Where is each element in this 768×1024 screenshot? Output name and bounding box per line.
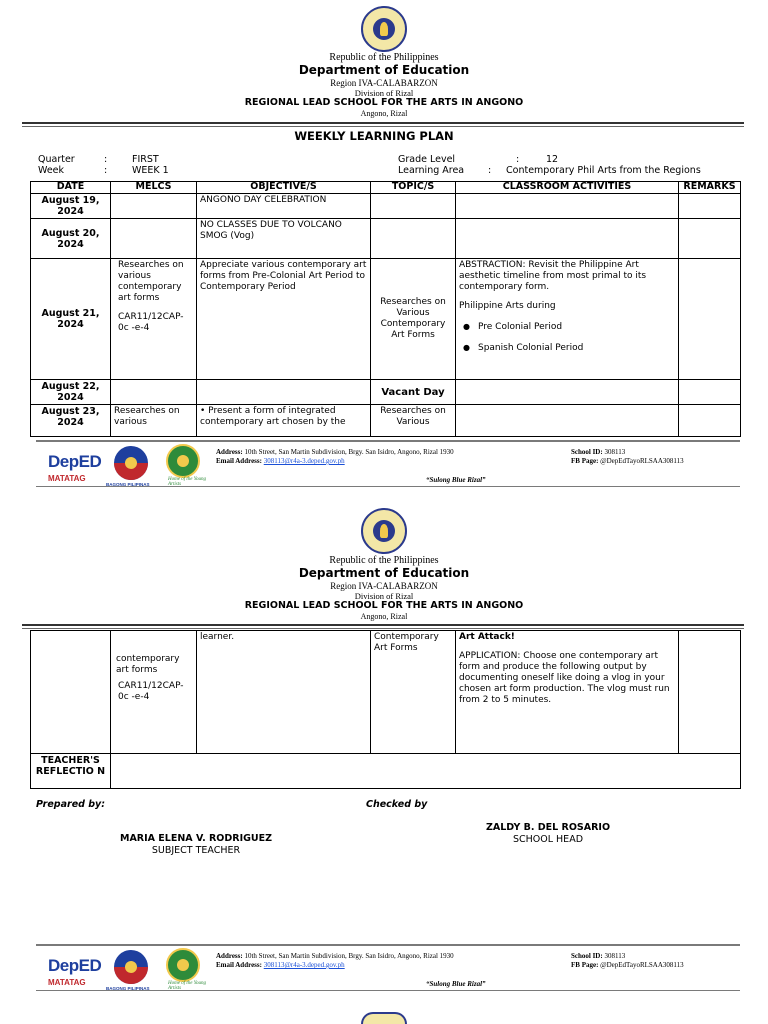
fb-page: @DepEdTayoRLSAA308113	[600, 961, 684, 969]
region-text: Region IVA-CALABARZON	[330, 581, 438, 591]
col-header-melcs: MELCS	[111, 182, 197, 194]
address-label: Address:	[216, 952, 243, 960]
col-header-remarks: REMARKS	[679, 182, 741, 194]
email-label: Email Address:	[216, 457, 262, 465]
school-id: 308113	[604, 448, 626, 456]
week-value: WEEK 1	[132, 165, 169, 176]
deped-logo: DepED	[48, 956, 102, 975]
table-header-row	[31, 182, 741, 194]
activity-application: APPLICATION: Choose one contemporary art form and produce the following output by documenting oneself like doing a vlog in your chosen art form production. The vlog must run from 2 to 5 minutes.	[459, 651, 670, 705]
row-melcs	[111, 219, 197, 259]
email-link[interactable]: 308113@r4a-3.deped.gov.ph	[263, 457, 345, 465]
fb-label: FB Page:	[571, 961, 599, 969]
row-topic	[371, 219, 456, 259]
activity-bullet: ● Spanish Colonial Period	[459, 342, 675, 354]
address-text: 10th Street, San Martin Subdivision, Brgy. San Isidro, Angono, Rizal 1930	[244, 952, 454, 960]
row-date: August 22, 2024	[31, 380, 111, 405]
row-remarks	[679, 194, 741, 219]
republic-text: Republic of the Philippines	[329, 52, 439, 63]
activity-title: Art Attack!	[459, 632, 515, 642]
row-objective: ANGONO DAY CELEBRATION	[197, 194, 371, 219]
teacher-role: SUBJECT TEACHER	[151, 845, 241, 856]
republic-text: Republic of the Philippines	[329, 555, 439, 566]
row-topic: Researches on Various	[371, 405, 456, 437]
school-location: Angono, Rizal	[360, 109, 408, 118]
teacher-name: MARIA ELENA V. RODRIGUEZ	[119, 833, 273, 844]
school-logo-label: Home of the Young Artists	[168, 981, 207, 991]
header-divider-thin	[22, 126, 744, 127]
department-title: Department of Education	[298, 63, 470, 77]
row-remarks	[679, 405, 741, 437]
plan-title: WEEKLY LEARNING PLAN	[294, 129, 454, 143]
table-row	[31, 631, 741, 754]
bagong-pilipinas-label: BAGONG PILIPINAS	[106, 986, 150, 991]
row-activities	[456, 405, 679, 437]
activity-abstraction: ABSTRACTION: Revisit the Philippine Art aesthetic timeline from most primal to its contemporary form.	[459, 260, 647, 292]
head-role: SCHOOL HEAD	[512, 834, 584, 845]
weekly-plan-table	[30, 181, 741, 437]
row-melcs	[111, 259, 197, 380]
division-text: Division of Rizal	[354, 88, 414, 98]
deped-seal-icon	[361, 508, 407, 554]
school-id-label: School ID:	[571, 952, 603, 960]
row-objective: Appreciate various contemporary art forms from Pre-Colonial Art Period to Contemporary Period	[197, 259, 371, 380]
col-header-date: DATE	[31, 182, 111, 194]
email-link[interactable]: 308113@r4a-3.deped.gov.ph	[263, 961, 345, 969]
bagong-pilipinas-logo-icon	[114, 446, 148, 480]
bagong-pilipinas-label: BAGONG PILIPINAS	[106, 482, 150, 487]
school-location: Angono, Rizal	[360, 612, 408, 621]
row-date: August 20, 2024	[31, 219, 111, 259]
grade-value: 12	[546, 154, 559, 165]
page-footer	[36, 440, 740, 488]
row-topic	[371, 194, 456, 219]
region-text: Region IVA-CALABARZON	[330, 78, 438, 88]
row-date: August 21, 2024	[31, 259, 111, 380]
row-melcs	[111, 631, 197, 754]
weekly-plan-table-continued	[30, 630, 741, 789]
table-row	[31, 380, 741, 405]
quarter-label: Quarter	[38, 154, 75, 165]
school-name: REGIONAL LEAD SCHOOL FOR THE ARTS IN ANGONO	[244, 97, 524, 108]
row-objective: learner.	[197, 631, 371, 754]
area-label: Learning Area	[398, 165, 465, 176]
quarter-value: FIRST	[132, 154, 159, 165]
row-topic: Vacant Day	[371, 380, 456, 405]
deped-seal-icon	[361, 1012, 407, 1024]
deped-seal-icon	[361, 6, 407, 52]
division-text: Division of Rizal	[354, 591, 414, 601]
school-logo-label: Home of the Young Artists	[168, 477, 207, 487]
school-id-label: School ID:	[571, 448, 603, 456]
school-logo-icon	[166, 948, 200, 982]
area-value: Contemporary Phil Arts from the Regions	[506, 165, 701, 176]
row-objective: • Present a form of integrated contemporary art chosen by the	[197, 405, 371, 437]
reflection-row	[31, 754, 741, 789]
row-topic: Contemporary Art Forms	[371, 631, 456, 754]
row-melcs	[111, 380, 197, 405]
row-remarks	[679, 219, 741, 259]
email-label: Email Address:	[216, 961, 262, 969]
row-activities	[456, 380, 679, 405]
melcs-text: Researches on various contemporary art forms	[118, 260, 184, 303]
matatag-logo: MATATAG	[48, 474, 86, 483]
reflection-label: TEACHER'S REFLECTIO N	[31, 754, 111, 789]
grade-label: Grade Level	[398, 154, 456, 165]
prepared-by-label: Prepared by:	[36, 799, 106, 810]
activity-subheading: Philippine Arts during	[459, 301, 556, 311]
activity-bullet: ● Pre Colonial Period	[459, 321, 675, 333]
row-remarks	[679, 259, 741, 380]
table-row	[31, 219, 741, 259]
row-melcs: Researches on various	[111, 405, 197, 437]
row-activities	[456, 259, 679, 380]
row-activities	[456, 219, 679, 259]
address-label: Address:	[216, 448, 243, 456]
head-name: ZALDY B. DEL ROSARIO	[485, 822, 611, 833]
row-activities	[456, 194, 679, 219]
table-row	[31, 259, 741, 380]
quarter-colon: :	[104, 154, 108, 165]
motto-text: “Sulong Blue Rizal”	[426, 980, 486, 988]
row-topic: Researches on Various Contemporary Art Forms	[371, 259, 456, 380]
col-header-activities: CLASSROOM ACTIVITIES	[456, 182, 679, 194]
melcs-code: CAR11/12CAP-0c -e-4	[118, 681, 184, 702]
week-colon: :	[104, 165, 108, 176]
header-divider	[22, 122, 744, 124]
header-divider-thin	[22, 628, 744, 629]
school-name: REGIONAL LEAD SCHOOL FOR THE ARTS IN ANGONO	[244, 600, 524, 611]
row-date: August 19, 2024	[31, 194, 111, 219]
school-id: 308113	[604, 952, 626, 960]
reflection-cell	[111, 754, 741, 789]
matatag-logo: MATATAG	[48, 978, 86, 987]
table-row	[31, 405, 741, 437]
school-logo-icon	[166, 444, 200, 478]
row-objective: NO CLASSES DUE TO VOLCANO SMOG (Vog)	[197, 219, 371, 259]
row-melcs	[111, 194, 197, 219]
col-header-topics: TOPIC/S	[371, 182, 456, 194]
fb-page: @DepEdTayoRLSAA308113	[600, 457, 684, 465]
fb-label: FB Page:	[571, 457, 599, 465]
table-row	[31, 194, 741, 219]
row-remarks	[679, 380, 741, 405]
row-activities	[456, 631, 679, 754]
department-title: Department of Education	[298, 566, 470, 580]
header-divider	[22, 624, 744, 626]
checked-by-label: Checked by	[366, 799, 428, 810]
col-header-objectives: OBJECTIVE/S	[197, 182, 371, 194]
melcs-text: contemporary art forms	[116, 654, 180, 675]
motto-text: “Sulong Blue Rizal”	[426, 476, 486, 484]
bagong-pilipinas-logo-icon	[114, 950, 148, 984]
address-text: 10th Street, San Martin Subdivision, Brgy. San Isidro, Angono, Rizal 1930	[244, 448, 454, 456]
row-date: August 23, 2024	[31, 405, 111, 437]
week-label: Week	[38, 165, 65, 176]
row-objective	[197, 380, 371, 405]
page-footer	[36, 944, 740, 992]
grade-colon: :	[516, 154, 520, 165]
deped-logo: DepED	[48, 452, 102, 471]
area-colon: :	[488, 165, 492, 176]
melcs-code: CAR11/12CAP-0c -e-4	[118, 312, 184, 333]
